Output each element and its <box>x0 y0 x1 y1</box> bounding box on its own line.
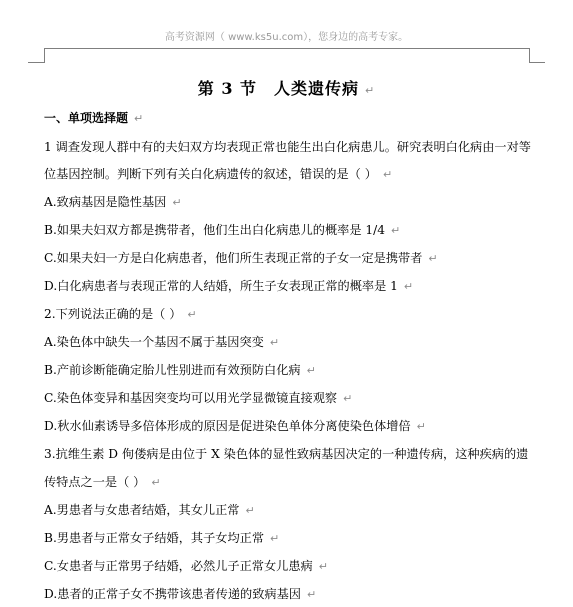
question-2-option-d: D.秋水仙素诱导多倍体形成的原因是促进染色单体分离使染色体增倍 ↵ <box>44 419 426 433</box>
question-2-option-c: C.染色体变异和基因突变均可以用光学显微镜直接观察 ↵ <box>44 391 353 405</box>
paragraph-mark: ↵ <box>382 168 393 181</box>
paragraph-mark: ↵ <box>269 336 280 349</box>
question-3-stem-line-2: 传特点之一是（ ） ↵ <box>44 475 161 489</box>
paragraph-mark: ↵ <box>403 280 414 293</box>
question-2-option-a: A.染色体中缺失一个基因不属于基因突变 ↵ <box>44 335 280 349</box>
question-3-option-b: B.男患者与正常女子结婚，其子女均正常 ↵ <box>44 531 280 545</box>
question-1-option-b: B.如果夫妇双方都是携带者，他们生出白化病患儿的概率是 1/4 ↵ <box>44 223 401 237</box>
paragraph-mark: ↵ <box>306 588 317 601</box>
paragraph-mark: ↵ <box>318 560 328 573</box>
paragraph-mark: ↵ <box>151 476 161 489</box>
header-rule <box>44 48 529 49</box>
paragraph-mark: ↵ <box>245 504 255 517</box>
paragraph-mark: ↵ <box>172 196 182 209</box>
crop-mark-left <box>28 62 44 63</box>
section-title <box>0 76 573 99</box>
title-text: 第 3 节 人类遗传病 <box>197 79 360 98</box>
question-1-option-c: C.如果夫妇一方是白化病患者，他们所生表现正常的子女一定是携带者 ↵ <box>44 251 438 265</box>
question-1-option-a: A.致病基因是隐性基因 ↵ <box>44 195 182 209</box>
question-3-option-d: D.患者的正常子女不携带该患者传递的致病基因 ↵ <box>44 587 317 601</box>
paragraph-mark: ↵ <box>343 392 353 405</box>
paragraph-mark: ↵ <box>134 112 144 125</box>
crop-mark-right-vertical <box>529 48 530 63</box>
paragraph-mark: ↵ <box>270 532 280 545</box>
paragraph-mark: ↵ <box>187 308 197 321</box>
question-2-option-b: B.产前诊断能确定胎儿性别进而有效预防白化病 ↵ <box>44 363 316 377</box>
paragraph-mark: ↵ <box>416 420 426 433</box>
question-1-stem-line-2: 位基因控制。判断下列有关白化病遗传的叙述，错误的是（ ） ↵ <box>44 167 393 181</box>
paragraph-mark: ↵ <box>391 224 401 237</box>
question-2-stem: 2.下列说法正确的是（ ） ↵ <box>44 307 197 321</box>
question-1-option-d: D.白化病患者与表现正常的人结婚，所生子女表现正常的概率是 1 ↵ <box>44 279 414 293</box>
paragraph-mark: ↵ <box>365 84 376 97</box>
question-3-option-a: A.男患者与女患者结婚，其女儿正常 ↵ <box>44 503 255 517</box>
crop-mark-left-vertical <box>44 48 45 63</box>
question-3-option-c: C.女患者与正常男子结婚，必然儿子正常女儿患病 ↵ <box>44 559 328 573</box>
section-heading <box>44 109 143 126</box>
section-heading-text: 一、单项选择题 <box>44 111 129 125</box>
crop-mark-right <box>529 62 545 63</box>
question-1-stem-line-1: 1 调查发现人群中有的夫妇双方均表现正常也能生出白化病患儿。研究表明白化病由一对等 <box>44 140 531 154</box>
paragraph-mark: ↵ <box>306 364 316 377</box>
page-header: 高考资源网（ www.ks5u.com），您身边的高考专家。 <box>164 32 409 43</box>
paragraph-mark: ↵ <box>428 252 438 265</box>
question-3-stem-line-1: 3.抗维生素 D 佝偻病是由位于 X 染色体的显性致病基因决定的一种遗传病，这种疾病的遗 <box>44 447 529 461</box>
